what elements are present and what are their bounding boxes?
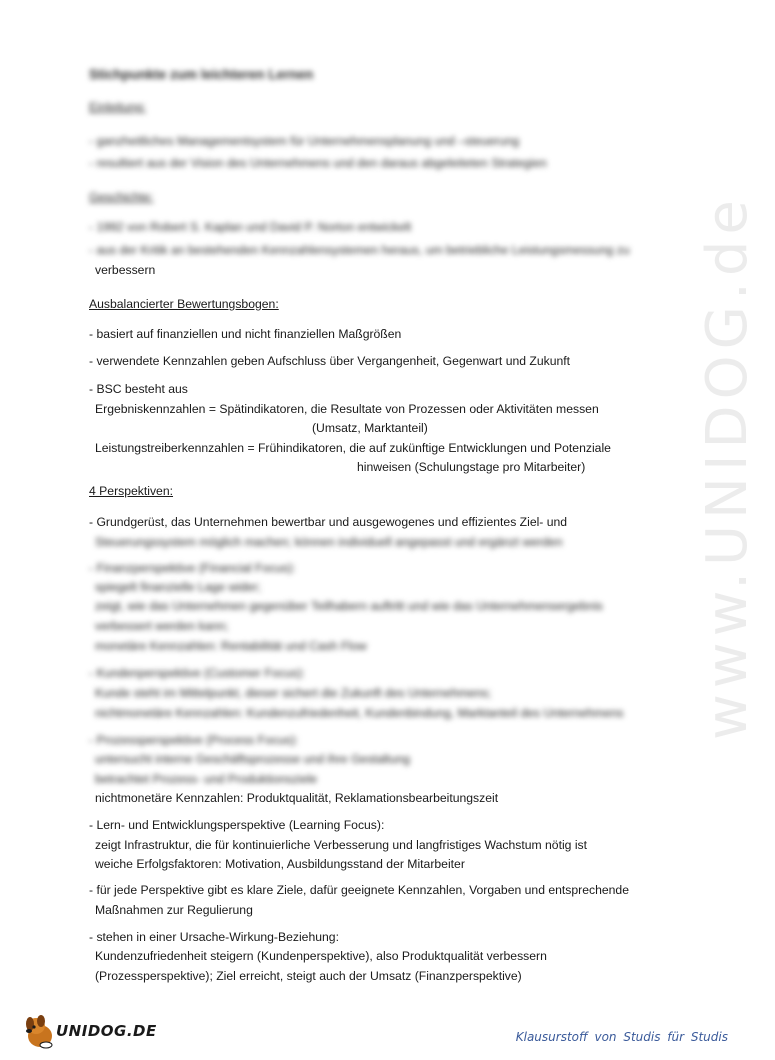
text-line: - Kundenperspektive (Customer Focus): bbox=[89, 666, 306, 680]
text-line: (Prozessperspektive); Ziel erreicht, steigt auch der Umsatz (Finanzperspektive) bbox=[95, 969, 522, 983]
text-line: weiche Erfolgsfaktoren: Motivation, Ausbildungsstand der Mitarbeiter bbox=[95, 857, 465, 871]
perspectives-heading: 4 Perspektiven: bbox=[89, 484, 174, 498]
text-line: Kunde steht im Mittelpunkt, dieser sichert die Zukunft des Unternehmens; bbox=[95, 686, 492, 700]
watermark: www.UNIDOG.de bbox=[695, 194, 760, 740]
text-line: - resultiert aus der Vision des Unternehmens und den daraus abgeleiteten Strategien bbox=[89, 156, 547, 170]
text-line: verbessern bbox=[95, 263, 156, 277]
text-line: betrachtet Prozess- und Produktionsziele bbox=[95, 772, 318, 786]
text-line: monetäre Kennzahlen: Rentabilität und Cash Flow bbox=[95, 639, 367, 653]
text-line: spiegelt finanzielle Lage wider; bbox=[95, 580, 261, 594]
text-line: - 1992 von Robert S. Kaplan und David P. Norton entwickelt bbox=[89, 220, 412, 234]
text-line: - ganzheitliches Managementsystem für Unternehmensplanung und –steuerung bbox=[89, 134, 520, 148]
unidog-logo[interactable] bbox=[22, 1012, 162, 1052]
text-line: Maßnahmen zur Regulierung bbox=[95, 903, 253, 917]
text-line: - verwendete Kennzahlen geben Aufschluss über Vergangenheit, Gegenwart und Zukunft bbox=[89, 354, 571, 368]
text-line: - Finanzperspektive (Financial Focus): bbox=[89, 561, 296, 575]
text-line: verbessert werden kann; bbox=[95, 619, 229, 633]
text-line: - aus der Kritik an bestehenden Kennzahlensystemen heraus, um betriebliche Leistungsmessung zu bbox=[89, 243, 630, 257]
text-line: Ergebniskennzahlen = Spätindikatoren, die Resultate von Prozessen oder Aktivitäten messen bbox=[95, 402, 599, 416]
dog-mascot-icon bbox=[22, 1012, 58, 1050]
text-line: Kundenzufriedenheit steigern (Kundenperspektive), also Produktqualität verbessern bbox=[95, 949, 547, 963]
text-line: - stehen in einer Ursache-Wirkung-Beziehung: bbox=[89, 930, 339, 944]
text-line: hinweisen (Schulungstage pro Mitarbeiter) bbox=[357, 460, 586, 474]
footer-slogan: Klausurstoff von Studis für Studis bbox=[515, 1030, 728, 1044]
text-line: - basiert auf finanziellen und nicht finanziellen Maßgrößen bbox=[89, 327, 402, 341]
text-line: zeigt, wie das Unternehmen gegenüber Teilhabern auftritt und wie das Unternehmensergebnis bbox=[95, 599, 603, 613]
text-line: Leistungstreiberkennzahlen = Frühindikatoren, die auf zukünftige Entwicklungen und Potenziale bbox=[95, 441, 611, 455]
document-title: Stichpunkte zum leichteren Lernen bbox=[89, 67, 314, 82]
history-heading: Geschichte: bbox=[89, 190, 154, 204]
text-line: nichtmonetäre Kennzahlen: Kundenzufriedenheit, Kundenbindung, Marktanteil des Unternehmens bbox=[95, 706, 624, 720]
text-line: Steuerungssystem möglich machen; können individuell angepasst und ergänzt werden bbox=[95, 535, 563, 549]
intro-heading: Einleitung: bbox=[89, 100, 146, 114]
text-line: - für jede Perspektive gibt es klare Ziele, dafür geeignete Kennzahlen, Vorgaben und entsprechende bbox=[89, 883, 629, 897]
logo-text: UNIDOG.DE bbox=[56, 1022, 157, 1040]
text-line: zeigt Infrastruktur, die für kontinuierliche Verbesserung und langfristiges Wachstum nötig ist bbox=[95, 838, 588, 852]
text-line: - Lern- und Entwicklungsperspektive (Learning Focus): bbox=[89, 818, 385, 832]
text-line: - BSC besteht aus bbox=[89, 382, 188, 396]
text-line: - Grundgerüst, das Unternehmen bewertbar und ausgewogenes und effizientes Ziel- und bbox=[89, 515, 568, 529]
bsc-heading: Ausbalancierter Bewertungsbogen: bbox=[89, 297, 279, 311]
text-line: - Prozessperspektive (Process Focus): bbox=[89, 733, 299, 747]
text-line: nichtmonetäre Kennzahlen: Produktqualität, Reklamationsbearbeitungszeit bbox=[95, 791, 499, 805]
text-line: (Umsatz, Marktanteil) bbox=[312, 421, 428, 435]
text-line: untersucht interne Geschäftsprozesse und ihre Gestaltung bbox=[95, 752, 411, 766]
